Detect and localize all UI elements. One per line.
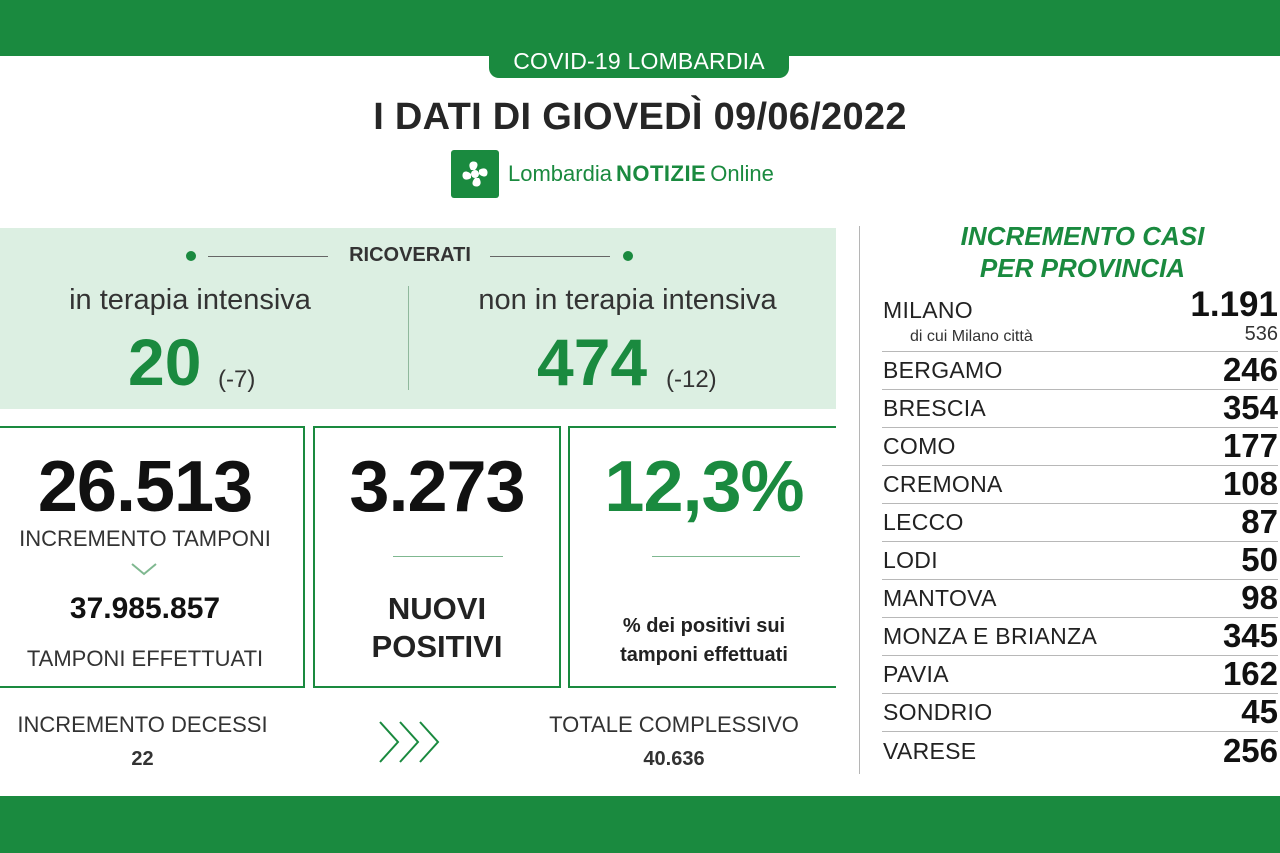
province-name: SONDRIO [883, 699, 993, 725]
list-item [882, 285, 1278, 352]
province-value: 256 [1222, 732, 1278, 769]
province-title-line2: PER PROVINCIA [979, 253, 1186, 283]
percentuale-label [570, 612, 838, 670]
province-value: 246 [1222, 351, 1278, 388]
province-name: PAVIA [883, 661, 949, 687]
list-item [882, 542, 1278, 580]
divider [408, 286, 409, 390]
tamponi-box [0, 426, 305, 688]
province-name: MANTOVA [883, 585, 997, 611]
list-item [882, 656, 1278, 694]
list-item [882, 352, 1278, 390]
list-item [882, 618, 1278, 656]
bottom-bar [0, 796, 1280, 853]
province-name: BERGAMO [883, 357, 1003, 383]
decessi-total: 40.636 [643, 748, 705, 770]
decessi-total-label: TOTALE COMPLESSIVO [549, 712, 799, 737]
province-value: 45 [1241, 693, 1278, 730]
province-value: 1.191 [1190, 285, 1278, 324]
province-value: 87 [1241, 503, 1278, 540]
province-value: 108 [1222, 465, 1278, 502]
brand [451, 150, 774, 198]
province-name: LODI [883, 547, 938, 573]
province-name: BRESCIA [883, 395, 987, 421]
province-value: 345 [1222, 617, 1278, 654]
province-name: MONZA E BRIANZA [883, 623, 1098, 649]
province-name: MILANO [883, 297, 973, 323]
decessi-label: INCREMENTO DECESSI [17, 712, 268, 737]
province-value: 162 [1222, 655, 1278, 692]
positivi-label-line1: NUOVI [387, 591, 487, 626]
list-item [882, 694, 1278, 732]
tamponi-total: 37.985.857 [69, 592, 221, 625]
list-item [882, 504, 1278, 542]
province-value: 98 [1241, 579, 1278, 616]
ricoverati-header [186, 244, 634, 268]
positivi-value: 3.273 [349, 447, 525, 527]
divider [393, 556, 503, 557]
intensiva-delta: (-7) [218, 366, 256, 393]
list-item [882, 466, 1278, 504]
intensiva-value: 20 [128, 325, 202, 399]
province-sub-name: di cui Milano città [910, 328, 1033, 345]
tamponi-label: INCREMENTO TAMPONI [19, 526, 271, 551]
province-sub-value: 536 [1244, 323, 1278, 345]
province-name: LECCO [883, 509, 964, 535]
header-pill: COVID-19 LOMBARDIA [489, 46, 789, 78]
intensiva-label: in terapia intensiva [69, 284, 311, 316]
province-name: COMO [883, 433, 956, 459]
non-intensiva-label: non in terapia intensiva [478, 284, 777, 316]
list-item [882, 390, 1278, 428]
tamponi-total-label: TAMPONI EFFETTUATI [26, 646, 264, 671]
list-item [882, 732, 1278, 770]
percentuale-label-line1: % dei positivi sui [622, 615, 786, 637]
province-name: CREMONA [883, 471, 1003, 497]
non-intensiva-delta: (-12) [666, 366, 717, 393]
ricoverati-label: RICOVERATI [341, 244, 479, 266]
chevron-right-icon [378, 718, 444, 771]
province-value: 177 [1222, 427, 1278, 464]
percentuale-box [568, 426, 836, 688]
brand-name: Lombardia NOTIZIE Online [508, 161, 774, 186]
ricoverati-panel [0, 228, 836, 409]
province-value: 50 [1241, 541, 1278, 578]
positivi-label [315, 590, 559, 666]
list-item [882, 580, 1278, 618]
divider [859, 226, 860, 774]
list-item [882, 428, 1278, 466]
province-list [882, 285, 1278, 770]
province-value: 354 [1222, 389, 1278, 426]
percentuale-value: 12,3% [604, 447, 804, 527]
divider [652, 556, 800, 557]
positivi-box [313, 426, 561, 688]
tamponi-value: 26.513 [37, 447, 253, 527]
province-title-line1: INCREMENTO CASI [960, 221, 1205, 251]
percentuale-label-line2: tamponi effettuati [620, 644, 788, 666]
province-title [890, 220, 1275, 284]
positivi-label-line2: POSITIVI [371, 629, 503, 664]
province-name: VARESE [883, 738, 977, 764]
lombardia-rose-icon [451, 150, 499, 198]
page-title: I DATI DI GIOVEDÌ 09/06/2022 [373, 96, 907, 138]
chevron-down-icon [130, 562, 158, 581]
decessi-value: 22 [131, 748, 154, 770]
non-intensiva-value: 474 [537, 325, 648, 399]
